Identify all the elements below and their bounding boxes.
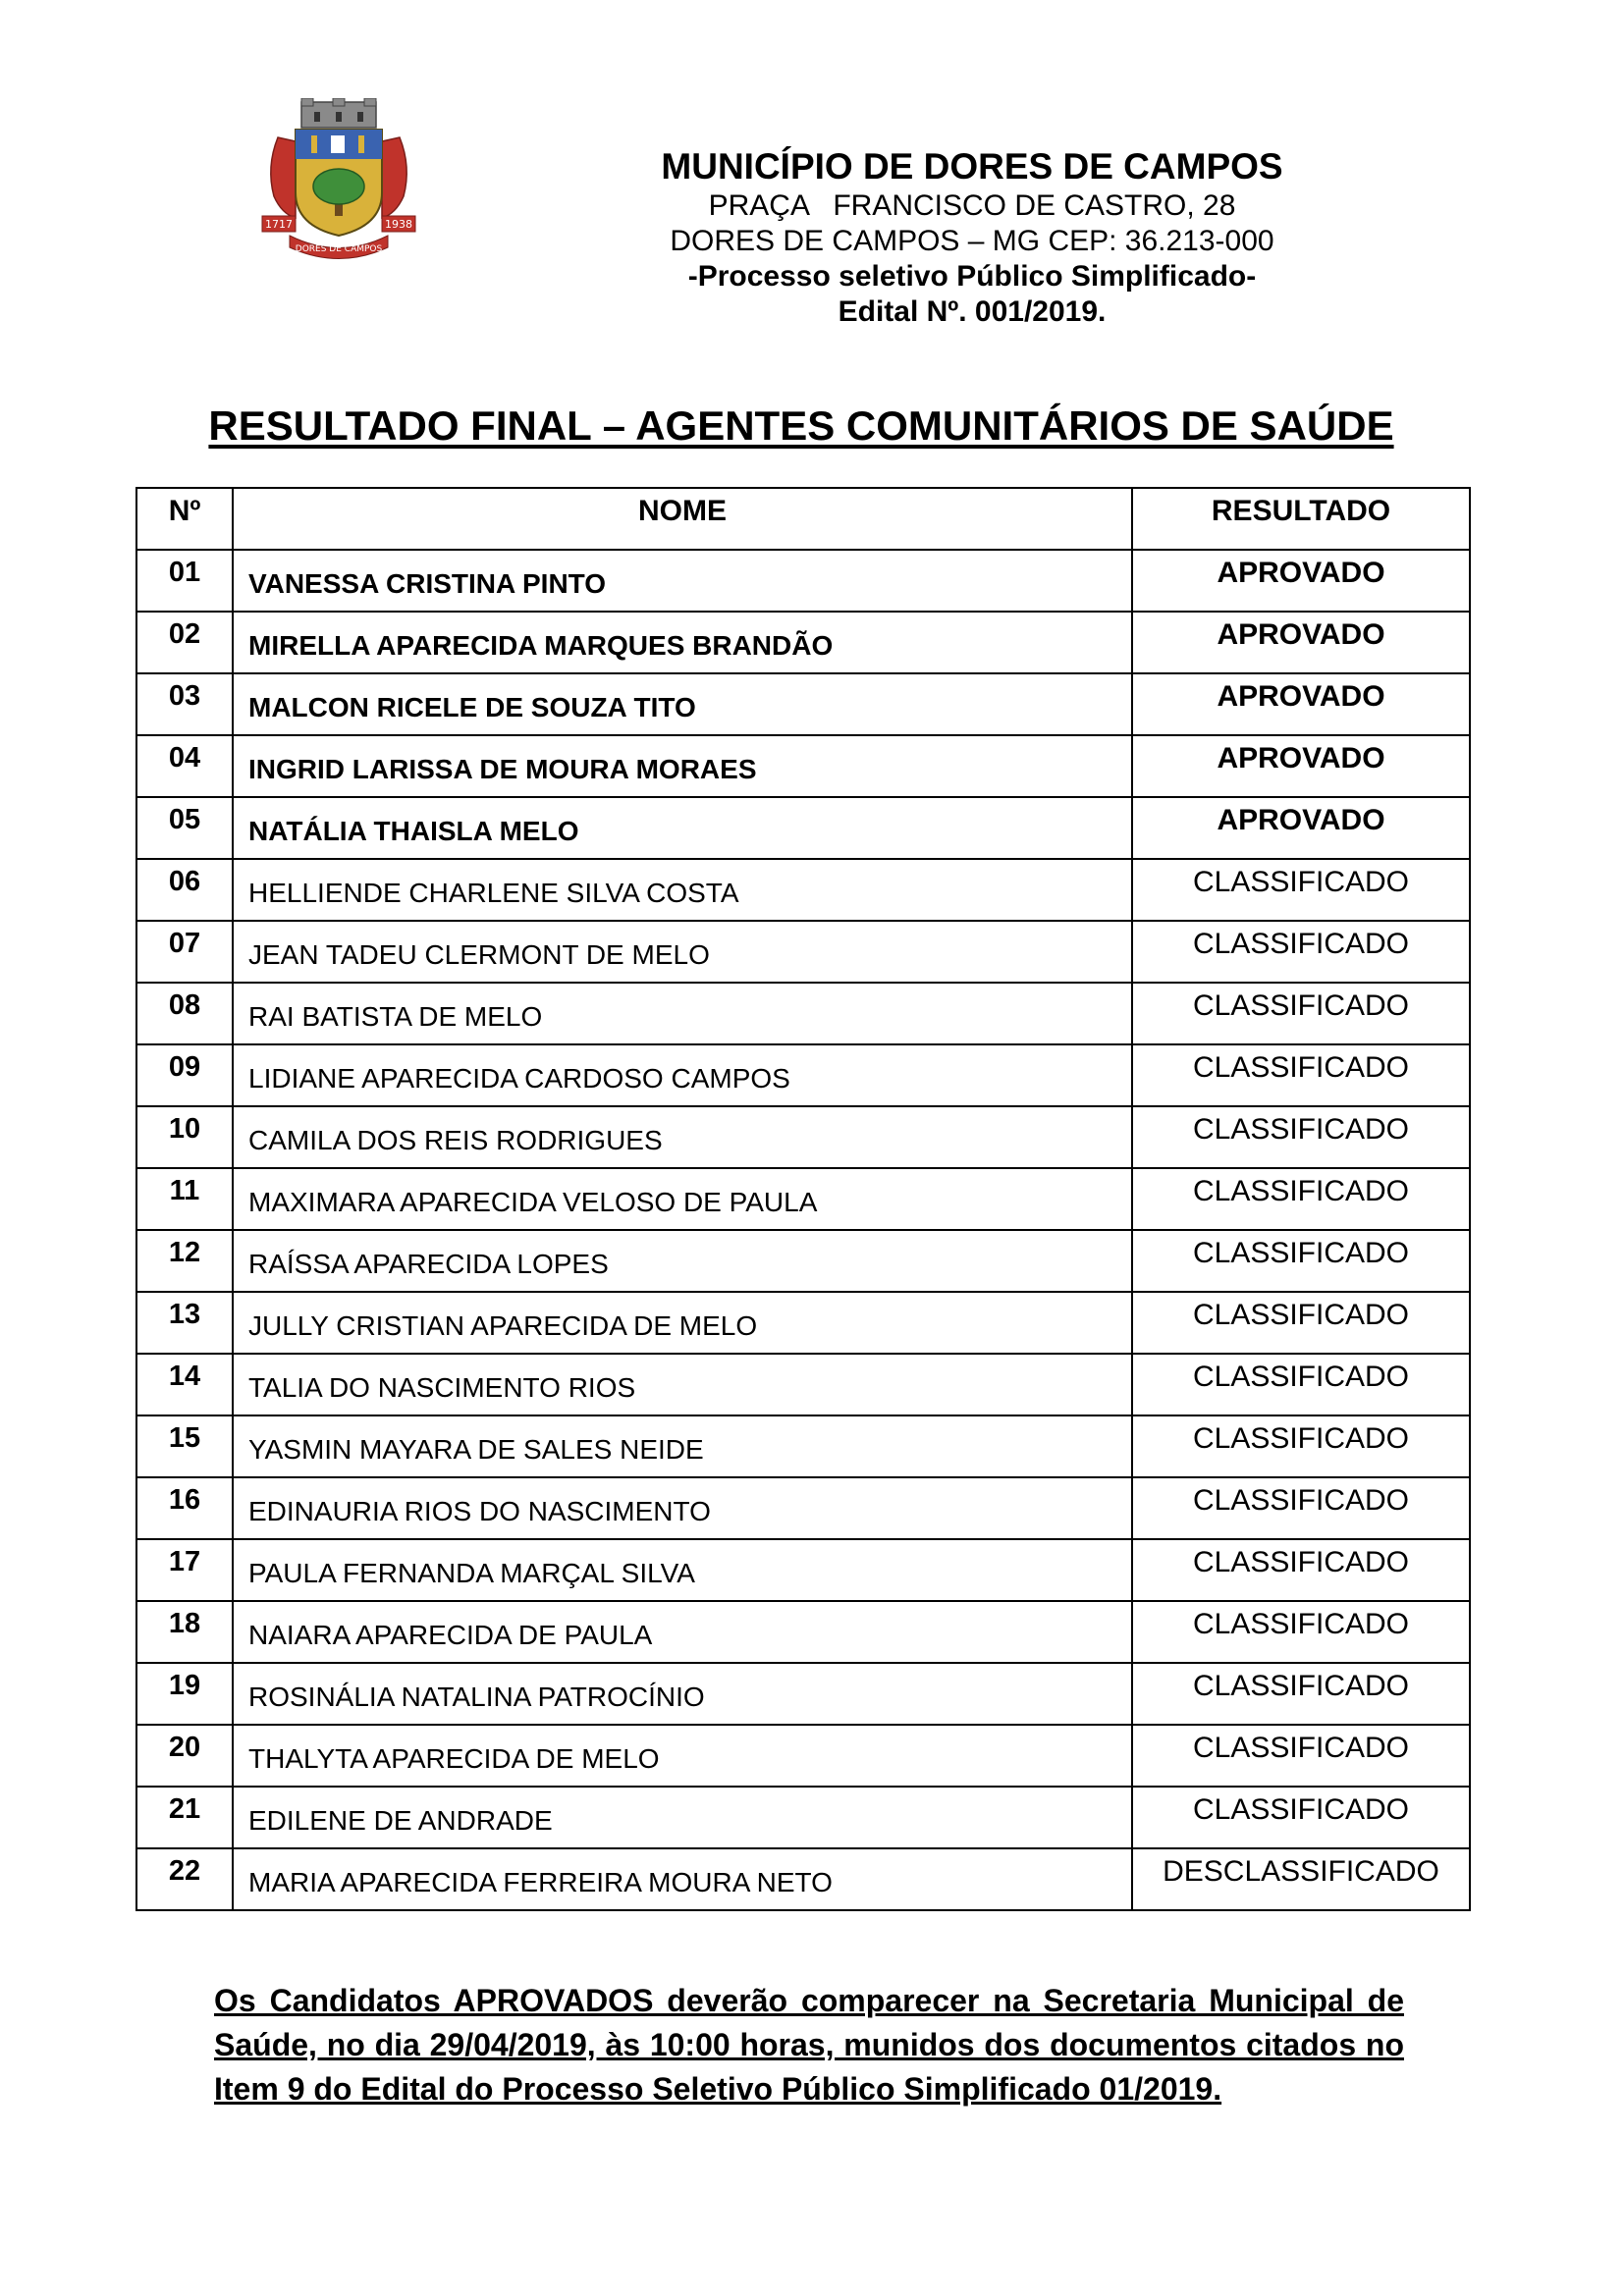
candidate-result: APROVADO	[1132, 673, 1470, 735]
candidate-name: RAÍSSA APARECIDA LOPES	[233, 1230, 1132, 1292]
row-number: 19	[136, 1663, 233, 1725]
table-row	[136, 735, 1470, 797]
table-header-row	[136, 488, 1470, 550]
row-number: 08	[136, 983, 233, 1044]
footer-notice: Os Candidatos APROVADOS deverão comparecer na Secretaria Municipal de Saúde, no dia 29/04/2019, às 10:00 horas, munidos dos documentos citados no Item 9 do Edital do Processo Seletivo Público Simplificado 01/2019.	[214, 1983, 1404, 2107]
candidate-result: CLASSIFICADO	[1132, 1725, 1470, 1787]
candidate-result: CLASSIFICADO	[1132, 1477, 1470, 1539]
candidate-result: CLASSIFICADO	[1132, 1539, 1470, 1601]
candidate-name: THALYTA APARECIDA DE MELO	[233, 1725, 1132, 1787]
municipal-crest-logo	[260, 98, 417, 260]
column-header-number: Nº	[136, 488, 233, 550]
table-row	[136, 1230, 1470, 1292]
candidate-name: INGRID LARISSA DE MOURA MORAES	[233, 735, 1132, 797]
candidate-result: CLASSIFICADO	[1132, 1106, 1470, 1168]
table-row	[136, 1415, 1470, 1477]
page-title: RESULTADO FINAL – AGENTES COMUNITÁRIOS DE SAÚDE	[208, 402, 1394, 449]
table-row	[136, 1601, 1470, 1663]
candidate-name: JEAN TADEU CLERMONT DE MELO	[233, 921, 1132, 983]
candidate-result: CLASSIFICADO	[1132, 1354, 1470, 1415]
candidate-result: CLASSIFICADO	[1132, 1292, 1470, 1354]
letterhead	[589, 145, 1355, 330]
candidate-result: DESCLASSIFICADO	[1132, 1848, 1470, 1910]
table-row	[136, 1725, 1470, 1787]
candidate-result: APROVADO	[1132, 735, 1470, 797]
table-body	[136, 550, 1470, 1910]
candidate-name: NAIARA APARECIDA DE PAULA	[233, 1601, 1132, 1663]
candidate-result: CLASSIFICADO	[1132, 1230, 1470, 1292]
row-number: 14	[136, 1354, 233, 1415]
row-number: 09	[136, 1044, 233, 1106]
row-number: 06	[136, 859, 233, 921]
row-number: 22	[136, 1848, 233, 1910]
candidate-name: EDILENE DE ANDRADE	[233, 1787, 1132, 1848]
table-row	[136, 550, 1470, 612]
candidate-name: EDINAURIA RIOS DO NASCIMENTO	[233, 1477, 1132, 1539]
candidate-name: MALCON RICELE DE SOUZA TITO	[233, 673, 1132, 735]
row-number: 17	[136, 1539, 233, 1601]
row-number: 02	[136, 612, 233, 673]
candidate-name: MARIA APARECIDA FERREIRA MOURA NETO	[233, 1848, 1132, 1910]
row-number: 07	[136, 921, 233, 983]
candidate-name: ROSINÁLIA NATALINA PATROCÍNIO	[233, 1663, 1132, 1725]
row-number: 21	[136, 1787, 233, 1848]
column-header-name: NOME	[233, 488, 1132, 550]
candidate-result: CLASSIFICADO	[1132, 1601, 1470, 1663]
table-row	[136, 1663, 1470, 1725]
city-line: DORES DE CAMPOS – MG CEP: 36.213-000	[670, 225, 1274, 258]
svg-text:1717: 1717	[265, 218, 293, 231]
row-number: 12	[136, 1230, 233, 1292]
candidate-name: PAULA FERNANDA MARÇAL SILVA	[233, 1539, 1132, 1601]
table-row	[136, 1539, 1470, 1601]
candidate-name: CAMILA DOS REIS RODRIGUES	[233, 1106, 1132, 1168]
row-number: 18	[136, 1601, 233, 1663]
edital-line: Edital Nº. 001/2019.	[838, 295, 1107, 329]
candidate-name: TALIA DO NASCIMENTO RIOS	[233, 1354, 1132, 1415]
table-row	[136, 1168, 1470, 1230]
municipality-title: MUNICÍPIO DE DORES DE CAMPOS	[661, 146, 1283, 187]
candidate-name: RAI BATISTA DE MELO	[233, 983, 1132, 1044]
table-row	[136, 673, 1470, 735]
row-number: 11	[136, 1168, 233, 1230]
row-number: 05	[136, 797, 233, 859]
candidate-name: HELLIENDE CHARLENE SILVA COSTA	[233, 859, 1132, 921]
table-row	[136, 1354, 1470, 1415]
svg-text:1938: 1938	[385, 218, 412, 231]
candidate-result: APROVADO	[1132, 612, 1470, 673]
column-header-result: RESULTADO	[1132, 488, 1470, 550]
candidate-result: CLASSIFICADO	[1132, 859, 1470, 921]
table-row	[136, 1477, 1470, 1539]
candidate-name: NATÁLIA THAISLA MELO	[233, 797, 1132, 859]
candidate-name: MIRELLA APARECIDA MARQUES BRANDÃO	[233, 612, 1132, 673]
table-row	[136, 797, 1470, 859]
candidate-result: CLASSIFICADO	[1132, 1168, 1470, 1230]
row-number: 03	[136, 673, 233, 735]
table-row	[136, 1787, 1470, 1848]
table-row	[136, 921, 1470, 983]
candidate-result: CLASSIFICADO	[1132, 921, 1470, 983]
row-number: 16	[136, 1477, 233, 1539]
candidate-result: APROVADO	[1132, 550, 1470, 612]
candidate-name: VANESSA CRISTINA PINTO	[233, 550, 1132, 612]
candidate-name: LIDIANE APARECIDA CARDOSO CAMPOS	[233, 1044, 1132, 1106]
candidate-name: YASMIN MAYARA DE SALES NEIDE	[233, 1415, 1132, 1477]
table-row	[136, 983, 1470, 1044]
table-row	[136, 1292, 1470, 1354]
results-table	[135, 487, 1471, 1911]
address-line: PRAÇA FRANCISCO DE CASTRO, 28	[708, 189, 1236, 223]
candidate-result: CLASSIFICADO	[1132, 1415, 1470, 1477]
candidate-result: APROVADO	[1132, 797, 1470, 859]
table-row	[136, 859, 1470, 921]
row-number: 13	[136, 1292, 233, 1354]
candidate-result: CLASSIFICADO	[1132, 1044, 1470, 1106]
row-number: 01	[136, 550, 233, 612]
svg-text:DORES DE CAMPOS: DORES DE CAMPOS	[295, 244, 383, 254]
candidate-result: CLASSIFICADO	[1132, 983, 1470, 1044]
table-row	[136, 1106, 1470, 1168]
row-number: 20	[136, 1725, 233, 1787]
row-number: 15	[136, 1415, 233, 1477]
candidate-result: CLASSIFICADO	[1132, 1663, 1470, 1725]
table-row	[136, 1044, 1470, 1106]
row-number: 04	[136, 735, 233, 797]
process-line: -Processo seletivo Público Simplificado-	[687, 260, 1257, 294]
table-row	[136, 1848, 1470, 1910]
candidate-name: JULLY CRISTIAN APARECIDA DE MELO	[233, 1292, 1132, 1354]
candidate-result: CLASSIFICADO	[1132, 1787, 1470, 1848]
row-number: 10	[136, 1106, 233, 1168]
table-row	[136, 612, 1470, 673]
candidate-name: MAXIMARA APARECIDA VELOSO DE PAULA	[233, 1168, 1132, 1230]
